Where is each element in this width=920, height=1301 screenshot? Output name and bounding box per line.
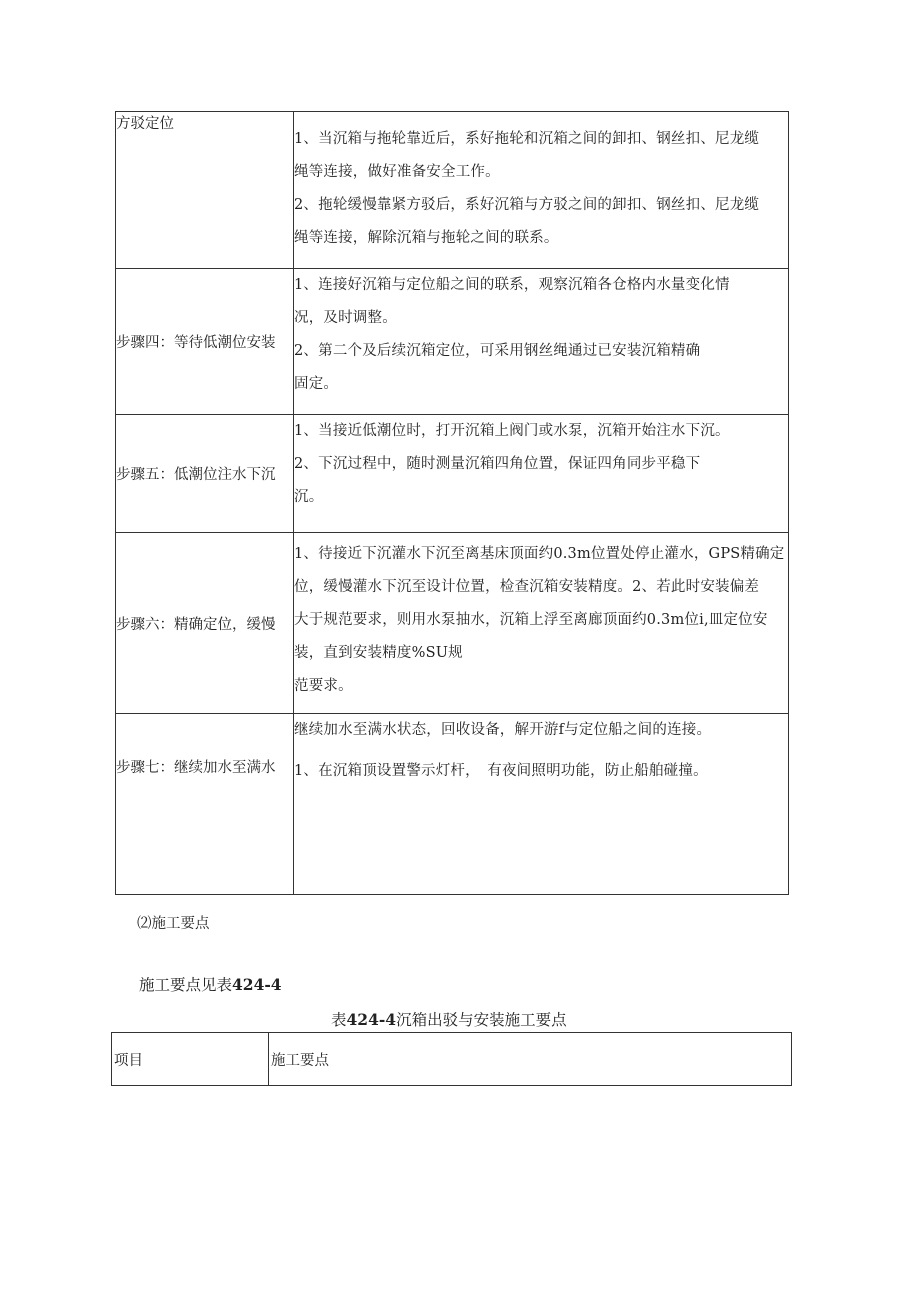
caption-text: 沉箱出驳与安装施工要点 [396, 1011, 567, 1029]
caption-ref: 424-4 [346, 1010, 397, 1029]
step-label: 步骤七：继续加水至满水 [116, 714, 294, 895]
intro-text: 施工要点见表 [139, 976, 233, 994]
content-line: 绳等连接，解除沉箱与拖轮之间的联系。 [294, 230, 559, 246]
header-points: 施工要点 [269, 1033, 792, 1086]
content-line: 1、连接好沉箱与定位船之间的联系，观察沉箱各仓格内水量变化情 [294, 277, 730, 293]
step-content [294, 533, 789, 714]
table-row [116, 112, 789, 269]
content-line: 1、待接近下沉灌水下沉至离基床顶面约0.3m位置处停止灌水，GPS精确定 [294, 546, 785, 562]
table-row [116, 533, 789, 714]
content-line: 2、第二个及后续沉箱定位，可采用钢丝绳通过已安装沉箱精确 [294, 343, 701, 359]
content-line: 范要求。 [294, 678, 353, 694]
step-label: 步骤四：等待低潮位安装 [116, 269, 294, 415]
section-heading: ⑵施工要点 [137, 916, 210, 932]
step-content [294, 415, 789, 533]
content-line: 沉。 [294, 489, 324, 505]
step-content [294, 112, 789, 269]
content-line: 绳等连接，做好准备安全工作。 [294, 164, 500, 180]
content-line: 装，直到安装精度%SU规 [294, 645, 463, 661]
construction-points-table [111, 1032, 792, 1086]
table-header-row [112, 1033, 792, 1086]
content-line: 1、在沉箱顶设置警示灯杆， 有夜间照明功能，防止船舶碰撞。 [294, 763, 708, 779]
content-line: 大于规范要求，则用水泵抽水，沉箱上浮至离廊顶面约0.3m位i,皿定位安 [294, 612, 768, 628]
content-line: 继续加水至满水状态，回收设备，解开游f与定位船之间的连接。 [294, 722, 712, 738]
header-item: 项目 [112, 1033, 269, 1086]
content-line: 2、拖轮缓慢靠紧方驳后，系好沉箱与方驳之间的卸扣、钢丝扣、尼龙缆 [294, 197, 760, 213]
content-line: 况，及时调整。 [294, 310, 397, 326]
content-line: 位，缓慢灌水下沉至设计位置，检查沉箱安装精度。2、若此时安装偏差 [294, 579, 760, 595]
content-line: 固定。 [294, 376, 339, 392]
content-line: 1、当接近低潮位时，打开沉箱上阀门或水泵，沉箱开始注水下沉。 [294, 423, 730, 439]
table-caption [331, 1008, 567, 1030]
construction-steps-table [115, 111, 789, 895]
table-row [116, 714, 789, 895]
step-content [294, 714, 789, 895]
content-line: 1、当沉箱与拖轮靠近后，系好拖轮和沉箱之间的卸扣、钢丝扣、尼龙缆 [294, 131, 760, 147]
table-row [116, 415, 789, 533]
step-label: 方驳定位 [116, 112, 294, 269]
section-intro [139, 973, 282, 995]
caption-prefix: 表 [331, 1011, 347, 1029]
table-reference: 424-4 [232, 975, 282, 994]
table-row [116, 269, 789, 415]
content-line: 2、下沉过程中，随时测量沉箱四角位置，保证四角同步平稳下 [294, 456, 701, 472]
step-label: 步骤六：精确定位，缓慢 [116, 533, 294, 714]
step-content [294, 269, 789, 415]
step-label: 步骤五：低潮位注水下沉 [116, 415, 294, 533]
